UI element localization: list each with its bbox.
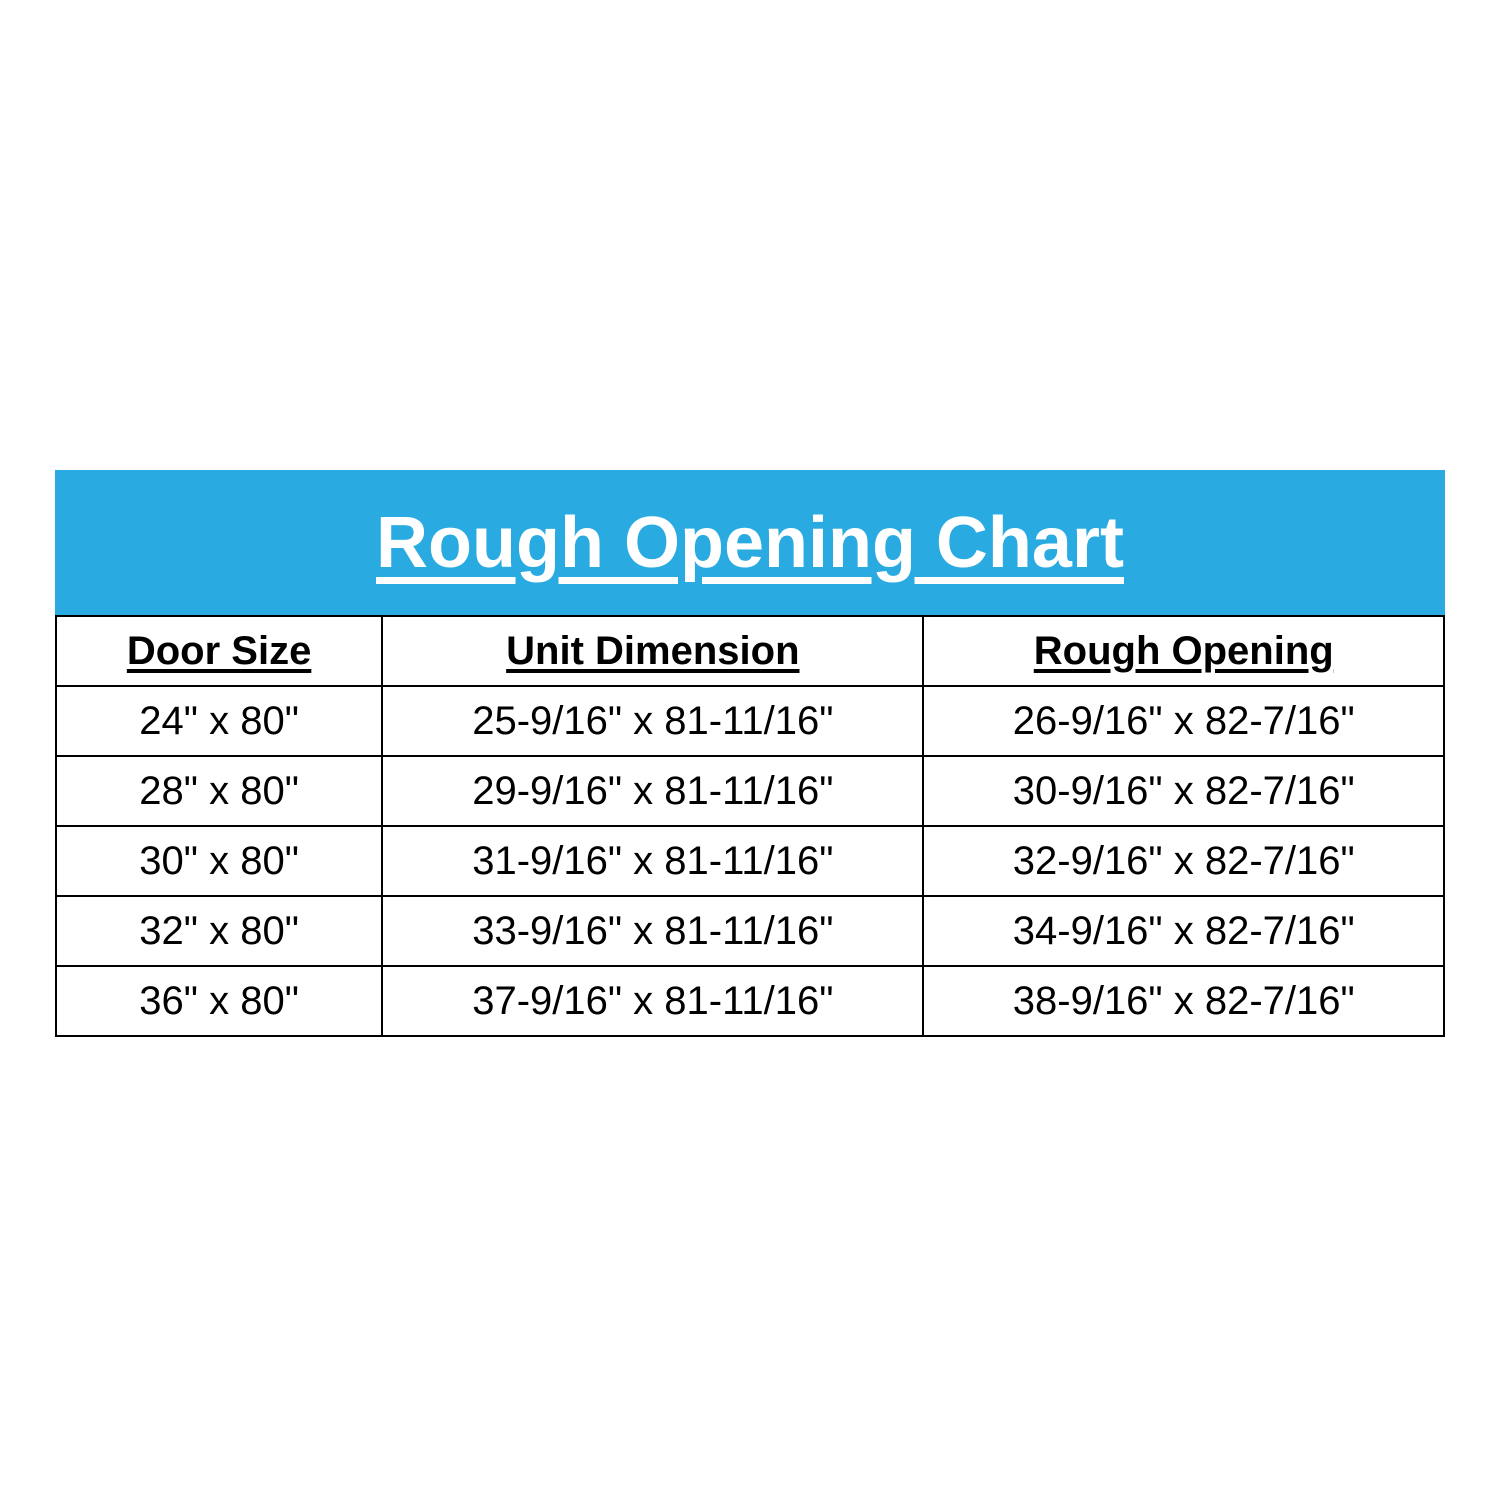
rough-opening-table <box>55 615 1445 1037</box>
cell-unit-dimension: 29-9/16" x 81-11/16" <box>382 756 923 826</box>
cell-unit-dimension: 31-9/16" x 81-11/16" <box>382 826 923 896</box>
cell-door-size: 28" x 80" <box>56 756 382 826</box>
column-header-door-size: Door Size <box>56 616 382 686</box>
chart-title-bar <box>55 470 1445 615</box>
cell-door-size: 24" x 80" <box>56 686 382 756</box>
table-row <box>56 756 1444 826</box>
table-header-row <box>56 616 1444 686</box>
column-header-unit-dimension: Unit Dimension <box>382 616 923 686</box>
cell-rough-opening: 32-9/16" x 82-7/16" <box>923 826 1444 896</box>
chart-title: Rough Opening Chart <box>376 502 1124 583</box>
cell-door-size: 36" x 80" <box>56 966 382 1036</box>
table-row <box>56 966 1444 1036</box>
table-row <box>56 896 1444 966</box>
cell-rough-opening: 38-9/16" x 82-7/16" <box>923 966 1444 1036</box>
rough-opening-chart <box>55 470 1445 1037</box>
cell-rough-opening: 30-9/16" x 82-7/16" <box>923 756 1444 826</box>
cell-door-size: 30" x 80" <box>56 826 382 896</box>
cell-rough-opening: 34-9/16" x 82-7/16" <box>923 896 1444 966</box>
table-row <box>56 826 1444 896</box>
column-header-rough-opening: Rough Opening <box>923 616 1444 686</box>
cell-door-size: 32" x 80" <box>56 896 382 966</box>
cell-unit-dimension: 33-9/16" x 81-11/16" <box>382 896 923 966</box>
cell-rough-opening: 26-9/16" x 82-7/16" <box>923 686 1444 756</box>
cell-unit-dimension: 25-9/16" x 81-11/16" <box>382 686 923 756</box>
table-row <box>56 686 1444 756</box>
cell-unit-dimension: 37-9/16" x 81-11/16" <box>382 966 923 1036</box>
